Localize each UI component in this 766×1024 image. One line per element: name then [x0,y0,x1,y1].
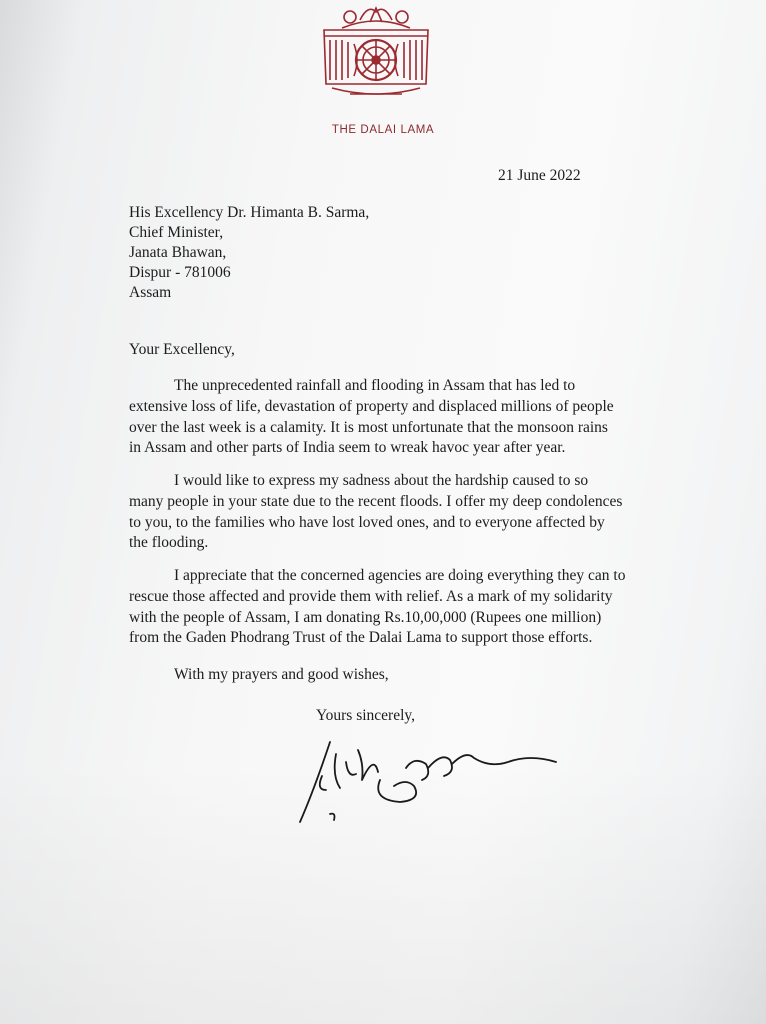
body-paragraph-2 [129,471,669,554]
letter-date: 21 June 2022 [498,167,581,184]
sign-off: Yours sincerely, [316,707,416,724]
body-paragraph-3 [129,566,669,649]
address-line: Assam [129,284,172,301]
address-line: His Excellency Dr. Himanta B. Sarma, [129,204,370,221]
paragraph-line: in Assam and other parts of India seem to wreak havoc year after year. [129,439,566,457]
paragraph-line: The unprecedented rainfall and flooding in Assam that has led to [174,377,576,394]
paragraph-line: extensive loss of life, devastation of property and displaced millions of people [129,397,614,415]
recipient-address [129,202,369,302]
handwritten-signature-icon [290,728,560,826]
paragraph-line: rescue those affected and provide them with relief. As a mark of my solidarity [129,587,613,605]
paragraph-line: the flooding. [129,534,209,552]
paragraph-line: over the last week is a calamity. It is most unfortunate that the monsoon rains [129,418,608,436]
body-paragraph-1 [129,376,669,459]
address-line: Dispur - 781006 [129,264,231,281]
paragraph-line: from the Gaden Phodrang Trust of the Dalai Lama to support those efforts. [129,629,593,647]
dalai-lama-seal-icon [320,0,432,102]
closing-line: With my prayers and good wishes, [174,666,389,683]
paragraph-line: to you, to the families who have lost loved ones, and to everyone affected by [129,513,605,531]
paragraph-line: I would like to express my sadness about the hardship caused to so [174,472,589,489]
salutation: Your Excellency, [129,341,235,358]
organization-name: THE DALAI LAMA [331,124,435,136]
address-line: Chief Minister, [129,224,224,241]
paragraph-line: many people in your state due to the recent floods. I offer my deep condolences [129,492,623,510]
address-line: Janata Bhawan, [129,244,227,261]
paragraph-line: I appreciate that the concerned agencies are doing everything they can to [174,567,626,584]
paragraph-line: with the people of Assam, I am donating Rs.10,00,000 (Rupees one million) [129,608,602,626]
